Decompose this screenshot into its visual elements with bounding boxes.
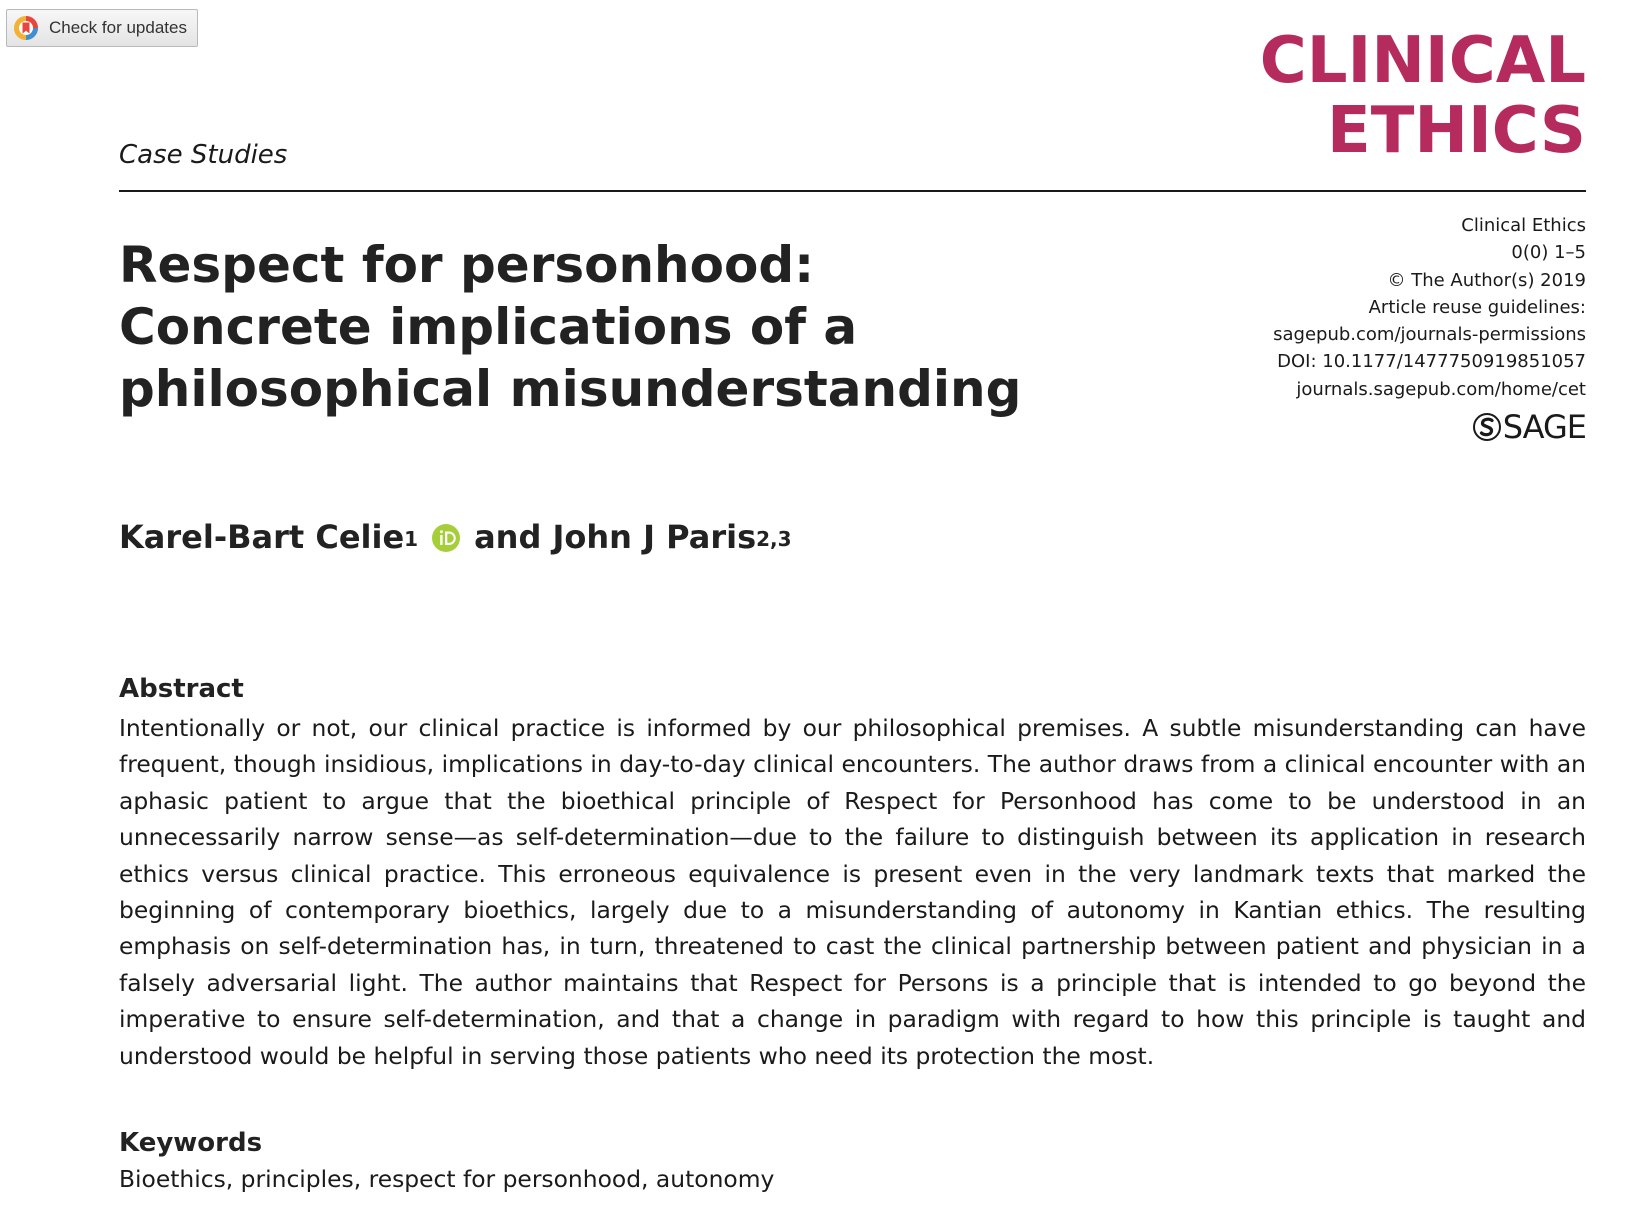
meta-copyright: © The Author(s) 2019 — [1387, 269, 1586, 291]
author-connector[interactable]: and John J Paris — [474, 518, 757, 556]
author-affiliation: 1 — [404, 527, 419, 551]
journal-logo-line1: CLINICAL — [1259, 24, 1586, 98]
meta-issue: 0(0) 1–5 — [1511, 242, 1586, 264]
meta-journal: Clinical Ethics — [1461, 215, 1586, 236]
author-name[interactable]: Karel-Bart Celie — [119, 518, 405, 556]
keywords-list: Bioethics, principles, respect for personhood, autonomy — [119, 1165, 775, 1193]
header-divider — [119, 190, 1586, 192]
keywords-heading: Keywords — [119, 1128, 263, 1158]
sage-emblem-icon — [1473, 411, 1501, 443]
abstract-heading: Abstract — [119, 674, 244, 704]
sage-logo — [1473, 408, 1586, 446]
author-line — [119, 518, 792, 556]
author-affiliation: 2,3 — [756, 527, 792, 551]
check-for-updates-label: Check for updates — [49, 18, 187, 37]
check-for-updates-button[interactable] — [6, 9, 198, 47]
sage-wordmark: SAGE — [1502, 408, 1586, 446]
article-title: Respect for personhood: Concrete implications of a philosophical misunderstanding — [119, 236, 1022, 418]
journal-logo — [1260, 26, 1586, 166]
meta-reuse-link[interactable]: sagepub.com/journals-permissions — [1273, 324, 1586, 346]
check-for-updates-icon — [13, 15, 39, 41]
meta-home-link[interactable]: journals.sagepub.com/home/cet — [1296, 378, 1586, 400]
orcid-icon[interactable] — [432, 522, 460, 550]
meta-reuse-label: Article reuse guidelines: — [1368, 296, 1586, 318]
abstract-body: Intentionally or not, our clinical practice is informed by our philosophical premises. A subtle misunderstanding can have frequent, though insidious, implications in day-to-day clinical encounters. The author draws from a clinical encounter with an aphasic patient to argue that the bioethical principle of Respect for Personhood has come to be understood in an unnecessarily narrow sense—as self-determination—due to the failure to distinguish between its application in research ethics versus clinical practice. This erroneous equivalence is present even in the very landmark texts that marked the beginning of contemporary bioethics, largely due to a misunderstanding of autonomy in Kantian ethics. The resulting emphasis on self-determination has, in turn, threatened to cast the clinical partnership between patient and physician in a falsely adversarial light. The author maintains that Respect for Persons is a principle that is intended to go beyond the imperative to ensure self-determination, and that a change in paradigm with regard to how this principle is taught and understood would be helpful in serving those patients who need its protection the most. — [119, 714, 1586, 1070]
journal-logo-line2: ETHICS — [1327, 94, 1586, 168]
meta-doi[interactable]: DOI: 10.1177/1477750919851057 — [1277, 351, 1586, 373]
article-meta — [1273, 212, 1586, 403]
section-label: Case Studies — [119, 140, 288, 170]
